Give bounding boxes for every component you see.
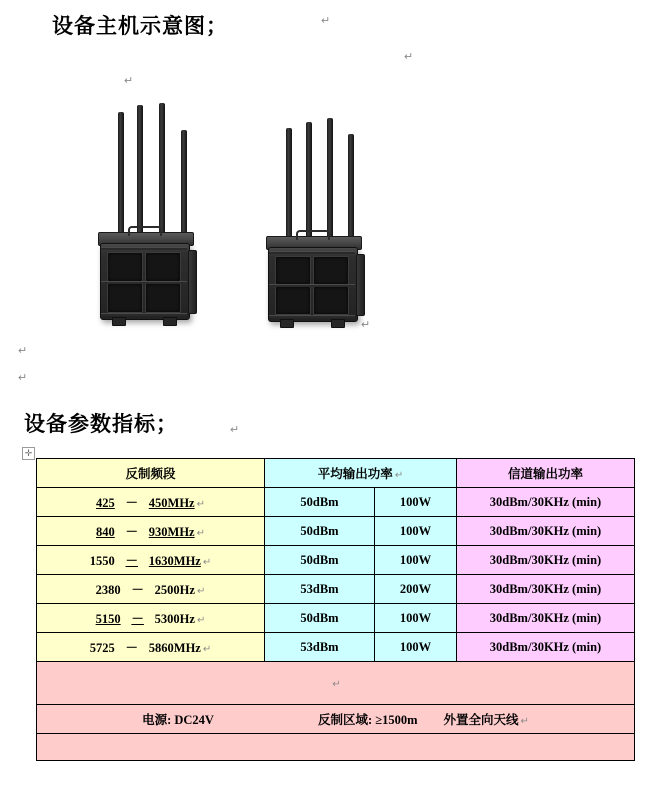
antenna-icon — [348, 134, 354, 248]
table-header-row — [37, 459, 635, 488]
cell-power: 100W — [375, 517, 457, 546]
footer-blank-bottom — [37, 734, 635, 761]
cell-band: 425 － 450MHz ↵ — [37, 488, 265, 517]
emitter-cell — [107, 283, 143, 313]
table-row — [37, 575, 635, 604]
cell-power: 100W — [375, 488, 457, 517]
emitter-cell — [313, 256, 349, 285]
emitter-cell — [275, 286, 311, 315]
cell-avg-power: 53dBm — [265, 575, 375, 604]
cell-channel-power: 30dBm/30KHz (min) — [457, 517, 635, 546]
cell-channel-power: 30dBm/30KHz (min) — [457, 633, 635, 662]
emitter-cell — [145, 252, 181, 282]
cell-power: 100W — [375, 633, 457, 662]
table-footer-spacer-row — [37, 662, 635, 705]
cell-channel-power: 30dBm/30KHz (min) — [457, 546, 635, 575]
cell-power: 200W — [375, 575, 457, 604]
heat-fin — [269, 251, 355, 254]
cell-avg-power: 50dBm — [265, 546, 375, 575]
emitter-cell — [275, 256, 311, 285]
paragraph-mark: ↵ — [321, 15, 331, 27]
page-title: 设备主机示意图； — [52, 14, 228, 38]
antenna-icon — [137, 105, 143, 245]
cell-band: 840 － 930MHz ↵ — [37, 517, 265, 546]
table-footer-spacer-row — [37, 734, 635, 761]
footer-blank-top: ↵ — [37, 662, 635, 705]
heat-fin — [101, 281, 187, 284]
table-row — [37, 517, 635, 546]
heat-fin — [269, 315, 355, 318]
col-header-band: 反制频段 — [37, 459, 265, 488]
paragraph-mark: ↵ — [404, 51, 414, 63]
paragraph-mark: ↵ — [18, 372, 28, 384]
table-row — [37, 633, 635, 662]
cell-band: 5150 － 5300Hz ↵ — [37, 604, 265, 633]
emitter-cell — [145, 283, 181, 313]
paragraph-mark: ↵ — [361, 319, 371, 331]
table-row — [37, 604, 635, 633]
antenna-icon — [327, 118, 333, 248]
antenna-icon — [159, 103, 165, 245]
side-rail — [356, 254, 365, 316]
heat-fin — [269, 284, 355, 287]
paragraph-mark: ↵ — [18, 345, 28, 357]
spec-table — [36, 458, 635, 761]
device-foot — [280, 319, 294, 328]
carry-handle — [296, 230, 330, 240]
cell-power: 100W — [375, 546, 457, 575]
cell-avg-power: 50dBm — [265, 517, 375, 546]
cell-band: 5725 － 5860MHz ↵ — [37, 633, 265, 662]
cell-avg-power: 53dBm — [265, 633, 375, 662]
footer-summary: 电源: DC24V 反制区域: ≥1500m 外置全向天线 ↵ — [37, 705, 635, 734]
table-footer-row — [37, 705, 635, 734]
heat-fin — [101, 313, 187, 316]
antenna-icon — [118, 112, 124, 247]
emitter-cell — [313, 286, 349, 315]
antenna-icon — [181, 130, 187, 246]
carry-handle — [128, 226, 162, 236]
table-row — [37, 546, 635, 575]
cell-band: 1550 － 1630MHz ↵ — [37, 546, 265, 575]
cell-avg-power: 50dBm — [265, 604, 375, 633]
table-move-handle-icon[interactable]: ✛ — [22, 447, 35, 460]
emitter-cell — [107, 252, 143, 282]
col-header-avg-power: 平均输出功率 ↵ — [265, 459, 457, 488]
cell-avg-power: 50dBm — [265, 488, 375, 517]
cell-power: 100W — [375, 604, 457, 633]
heat-fin — [101, 247, 187, 250]
cell-channel-power: 30dBm/30KHz (min) — [457, 575, 635, 604]
paragraph-mark: ↵ — [230, 424, 240, 436]
col-header-channel-power: 信道输出功率 — [457, 459, 635, 488]
cell-band: 2380 － 2500Hz ↵ — [37, 575, 265, 604]
device-foot — [163, 317, 177, 326]
cell-channel-power: 30dBm/30KHz (min) — [457, 604, 635, 633]
side-rail — [188, 250, 197, 314]
device-foot — [112, 317, 126, 326]
table-row — [37, 488, 635, 517]
paragraph-mark: ↵ — [124, 75, 134, 87]
section-title-parameters: 设备参数指标； — [24, 412, 178, 436]
antenna-icon — [286, 128, 292, 250]
cell-channel-power: 30dBm/30KHz (min) — [457, 488, 635, 517]
device-foot — [331, 319, 345, 328]
